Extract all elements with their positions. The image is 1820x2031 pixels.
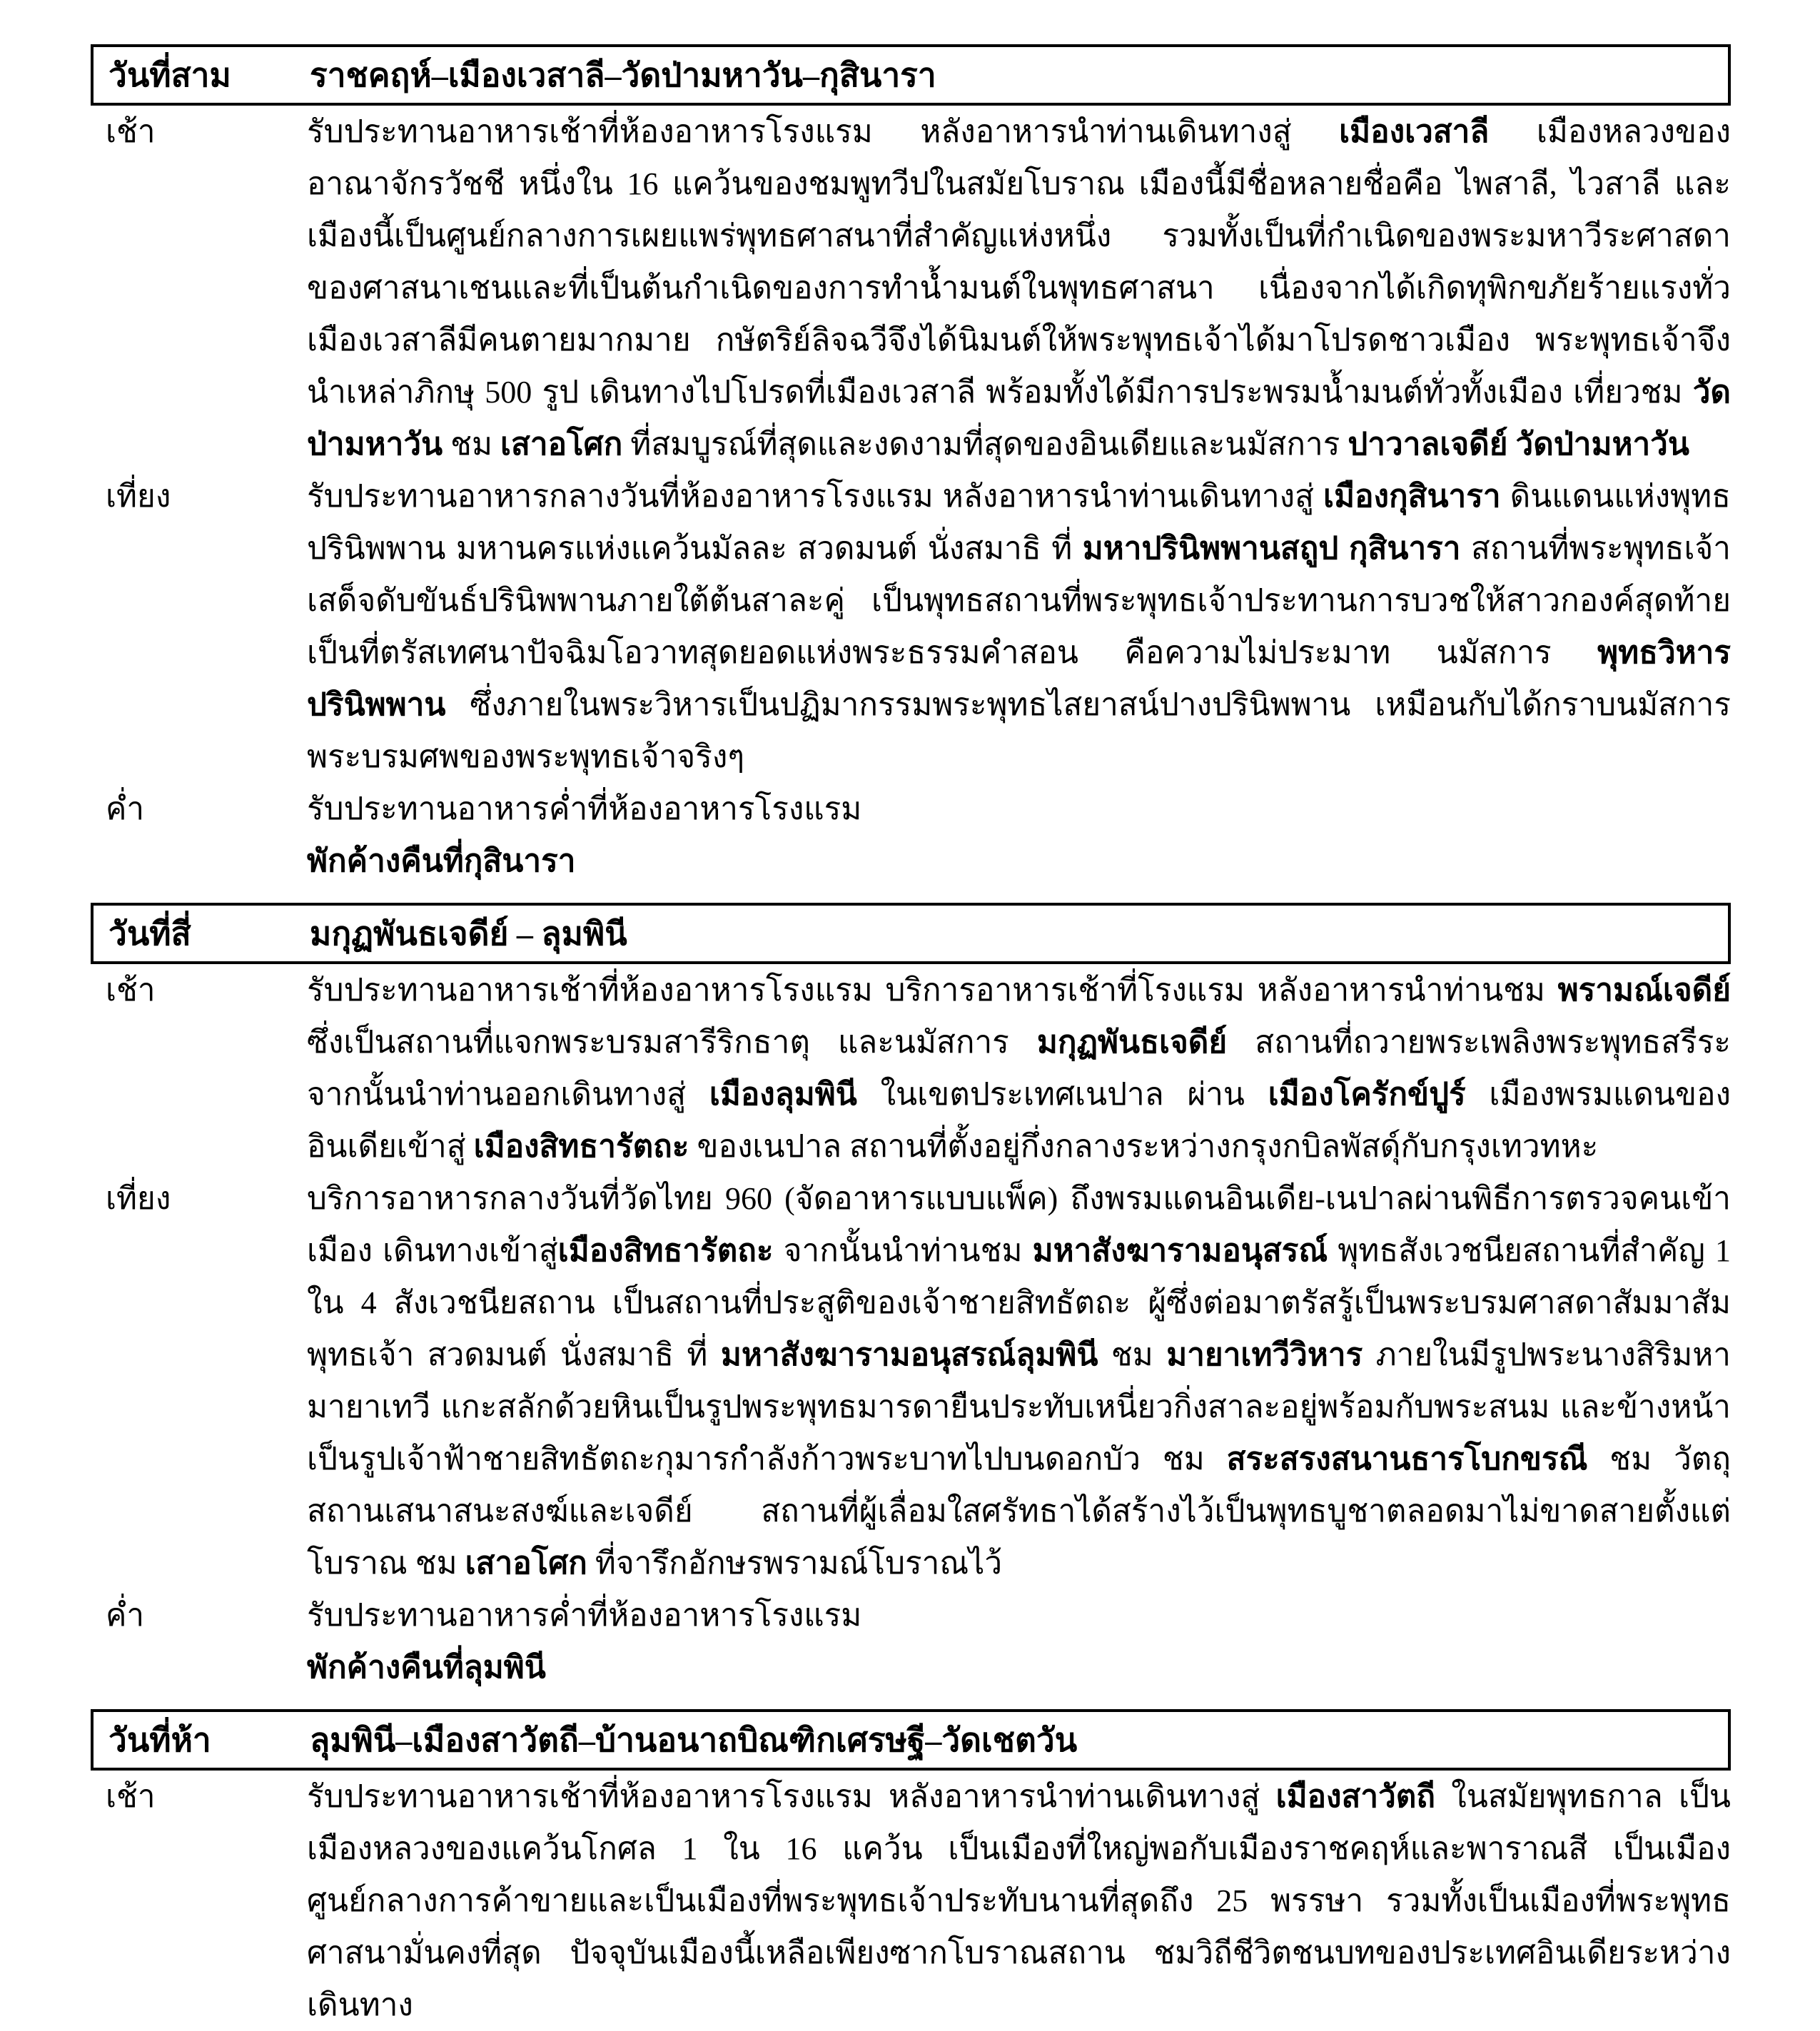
itinerary-paragraph xyxy=(307,106,1731,470)
highlight-text: พักค้างคืนที่ลุมพินี xyxy=(307,1650,546,1685)
body-text: รับประทานอาหารกลางวันที่ห้องอาหารโรงแรม หลังอาหารนำท่านเดินทางสู่ xyxy=(307,479,1324,514)
itinerary-entry xyxy=(91,1771,1731,2031)
highlight-text: เมืองกุสินารา xyxy=(1323,479,1501,514)
day-header-row xyxy=(91,1709,1731,1771)
body-text: ชม xyxy=(443,427,501,462)
overnight-note xyxy=(307,1641,1731,1693)
itinerary-paragraph xyxy=(307,1172,1731,1589)
highlight-text: มหาปรินิพพานสถูป กุสินารา xyxy=(1082,531,1461,566)
highlight-text: สระสรงสนานธารโบกขรณี xyxy=(1226,1442,1588,1477)
body-text: จากนั้นนำท่านชม xyxy=(773,1233,1033,1268)
body-text: ชม xyxy=(1098,1337,1167,1372)
body-text: ซึ่งเป็น​สถานที่แจกพระบรมสารีริกธาตุ และนมัสการ xyxy=(307,1025,1037,1060)
itinerary-paragraph xyxy=(307,964,1731,1172)
highlight-text: พรามณ์เจดีย์ xyxy=(1557,973,1731,1008)
itinerary-entry xyxy=(91,470,1731,783)
body-text: ภายในมีรูปพระนางสิริมหามายาเทวี แกะสลัก​ด้วยหินเป็นรูปพระพุทธมารดายืนประทับเหนี่ยวกิ่งสาละอยู่พร้อมกับพระสนม และข้างหน้าเป็นรูปเจ้าฟ้าชายสิทธัตถะ​กุมารกำลังก้าวพระบาทไปบนดอกบัว ชม xyxy=(307,1337,1731,1477)
body-text: ดินแดนแห่งพุทธ​ปรินิพพาน มหานครแห่งแคว้นมัลละ สวดมนต์ นั่งสมาธิ ที่ xyxy=(307,479,1731,566)
highlight-text: พักค้างคืนที่กุสินารา xyxy=(307,844,576,878)
highlight-text: พุทธวิหารปรินิพพาน xyxy=(307,635,1731,722)
time-label: เช้า xyxy=(106,114,156,149)
itinerary-entry xyxy=(91,783,1731,835)
highlight-text: เมืองสิทธารัตถะ xyxy=(557,1233,774,1268)
highlight-text: เมืองลุมพินี xyxy=(709,1077,857,1112)
itinerary-entry xyxy=(91,964,1731,1172)
time-label xyxy=(91,835,307,887)
day-route-title: ลุมพินี–เมืองสาวัตถี–บ้านอนาถบิณฑิกเศรษฐี–วัดเชตวัน xyxy=(310,1721,1078,1758)
itinerary-paragraph xyxy=(307,783,1731,835)
day-header-row xyxy=(91,44,1731,106)
body-text: รับประทานอาหารค่ำที่ห้องอาหารโรงแรม xyxy=(307,1598,862,1633)
time-label xyxy=(91,1641,307,1693)
highlight-text: เสาอโศก xyxy=(465,1546,587,1581)
time-label: ค่ำ xyxy=(106,1598,145,1633)
body-text: ชม วัตถุสถานเสนาสนะสงฆ์และเจดีย์ สถานที่​ผู้เลื่อมใสศรัทธาได้สร้างไว้เป็นพุทธบูชาตลอดมาไม่ขาดสายตั้งแต่โบราณ ชม xyxy=(307,1442,1731,1581)
body-text: รับประทานอาหารเช้าที่ห้องอาหารโรงแรม บริการอาหารเช้าที่โรงแรม หลังอาหารนำท่านชม xyxy=(307,973,1558,1008)
highlight-text: มกุฏพันธเจดีย์ xyxy=(1036,1025,1228,1060)
body-text: ที่จารึกอักษรพรามณ์โบราณ​ไว้ xyxy=(587,1546,1003,1581)
highlight-text: มหาสังฆารามอนุสรณ์ลุมพินี xyxy=(720,1337,1098,1372)
time-label: เที่ยง xyxy=(106,479,171,514)
time-label: เช้า xyxy=(106,1779,156,1814)
overnight-entry xyxy=(91,835,1731,887)
body-text: ของเนปาล สถานที่ตั้งอยู่กึ่งกลางระหว่างกรุงกบิลพัสดุ์กับกรุงเทวทหะ xyxy=(689,1129,1599,1164)
highlight-text: เมืองโครักข์ปูร์ xyxy=(1268,1077,1466,1112)
highlight-text: มหาสังฆารามอนุสรณ์ xyxy=(1032,1233,1328,1268)
body-text: เมืองหลวงของอาณาจักรวัชชี หนึ่งใน 16 แคว้นของชมพูทวีปในสมัยโบราณ เมืองนี้มีชื่อหลายชื่อคือ ไพสาลี, ไวสาลี และเมืองนี้เป็นศูนย์กลางการ​เผยแพร่พุทธศาสนาที่สำคัญแห่งหนึ่ง รวมทั้งเป็นที่กำเนิดของพระมหาวีระศาสดาของศาสนาเชนและที่เป็นต้นกำเนิด​ของการทำน้ำมนต์ในพุทธศาสนา เนื่องจากได้เกิดทุพิกขภัยร้ายแรงทั่วเมืองเวสาลีมีคนตายมากมาย กษัตริย์ลิจฉวีจึง​ได้นิมนต์ให้พระพุทธเจ้าได้มาโปรดชาวเมือง พระพุทธเจ้าจึงนำเหล่าภิกษุ 500 รูป เดินทางไปโปรดที่เมืองเวสาลี พร้อมทั้งได้มีการประพรมน้ำมนต์ทั่วทั้งเมือง เที่ยวชม xyxy=(307,114,1731,410)
body-text: เมืองพรมแดนของอินเดียเข้าสู่ xyxy=(307,1077,1731,1164)
day-route-title: ราชคฤห์–เมืองเวสาลี–วัดป่ามหาวัน–กุสินารา xyxy=(310,56,936,93)
overnight-entry xyxy=(91,1641,1731,1693)
body-text: สถานที่ถวายพระเพลิงพระพุทธสรีระ จากนั้นนำท่าน​ออกเดินทางสู่ xyxy=(307,1025,1731,1112)
itinerary-entry xyxy=(91,106,1731,470)
itinerary-paragraph xyxy=(307,1589,1731,1641)
body-text: ในสมัยพุทธกาล เป็นเมือง​หลวงของแคว้นโกศล 1 ใน 16 แคว้น เป็นเมืองที่ใหญ่พอกับเมืองราชคฤห์และพาราณสี เป็นเมืองศูนย์กลางการค้า​ขายและเป็นเมืองที่พระพุทธเจ้าประทับนานที่สุดถึง 25 พรรษา รวมทั้งเป็นเมืองที่พระพุทธศาสนามั่นคงที่สุด ปัจจุบัน​เมืองนี้เหลือเพียงซากโบราณสถาน ชมวิถีชีวิตชนบท​ของประเทศอินเดียระหว่างเดินทาง xyxy=(307,1779,1731,2022)
body-text: รับประทานอาหารเช้าที่ห้องอาหารโรงแรม หลังอาหารนำท่านเดินทางสู่ xyxy=(307,114,1340,149)
body-text: พุทธสังเวชนียสถานที่สำคัญ 1 ใน 4 สังเวชนียสถาน เป็นสถานที่ประสูติของเจ้าชายสิทธัตถะ ผู้ซึ่งต่อมาตรัสรู้เป็นพระบรมศาสดาสัมมาสัมพุทธเจ้า สวด​มนต์ นั่งสมาธิ ที่ xyxy=(307,1233,1731,1372)
itinerary-entry xyxy=(91,1589,1731,1641)
body-text: รับประทานอาหารค่ำที่ห้องอาหารโรงแรม xyxy=(307,791,862,826)
highlight-text: มายาเทวีวิหาร xyxy=(1166,1337,1363,1372)
time-label: ค่ำ xyxy=(106,791,145,826)
day-label: วันที่สาม xyxy=(108,56,231,93)
time-label: เช้า xyxy=(106,973,156,1008)
itinerary-paragraph xyxy=(307,470,1731,783)
itinerary-paragraph xyxy=(307,1771,1731,2031)
body-text: สถานที่พระพุทธเจ้าเสด็จ​ดับขันธ์ปรินิพพานภายใต้ต้นสาละคู่ เป็นพุทธสถานที่พระพุทธเจ้าประทานการบวชให้สาวกองค์สุดท้าย เป็นที่ตรัส​เทศนาปัจฉิมโอวาทสุดยอดแห่งพระธรรมคำสอน คือความไม่ประมาท นมัสการ xyxy=(307,531,1731,670)
highlight-text: ปาวาลเจดีย์ วัดป่ามหาวัน xyxy=(1348,427,1689,462)
day-header-row xyxy=(91,903,1731,964)
highlight-text: เมืองเวสาลี xyxy=(1339,114,1490,149)
overnight-note xyxy=(307,835,1731,887)
highlight-text: วัดป่ามหาวัน xyxy=(307,375,1731,462)
time-label: เที่ยง xyxy=(106,1181,171,1216)
body-text: รับประทานอาหารเช้าที่ห้องอาหารโรงแรม หลังอาหารนำท่านเดินทางสู่ xyxy=(307,1779,1276,1814)
highlight-text: เมืองสาวัตถี xyxy=(1275,1779,1436,1814)
itinerary-entry xyxy=(91,1172,1731,1589)
body-text: ซึ่งภายในพระ​วิหารเป็นปฏิมากรรมพระพุทธไสยาสน์ปางปรินิพพาน เหมือนกับได้กราบนมัสการพระบรมศพของพระพุทธเจ้าจริงๆ xyxy=(307,687,1731,774)
day-route-title: มกุฏพันธเจดีย์ – ลุมพินี xyxy=(310,915,627,952)
body-text: ในเขตประเทศเนปาล ผ่าน xyxy=(856,1077,1268,1112)
day-label: วันที่ห้า xyxy=(108,1721,211,1758)
highlight-text: เมืองสิทธารัต​ถะ xyxy=(473,1129,689,1164)
body-text: บริการอาหารกลางวันที่วัดไทย 960 (จัดอาหารแบบแพ็ค) ถึงพรมแดนอินเดีย-เนปาลผ่านพิธีการตรวจคนเข้าเมือง เดินทางเข้าสู่ xyxy=(307,1181,1731,1268)
body-text: ที่สมบูรณ์ที่สุดและงดงามที่สุดของ​อินเดียและนมัสการ xyxy=(622,427,1348,462)
highlight-text: เสาอโศก xyxy=(500,427,623,462)
day-label: วันที่สี่ xyxy=(108,915,191,952)
